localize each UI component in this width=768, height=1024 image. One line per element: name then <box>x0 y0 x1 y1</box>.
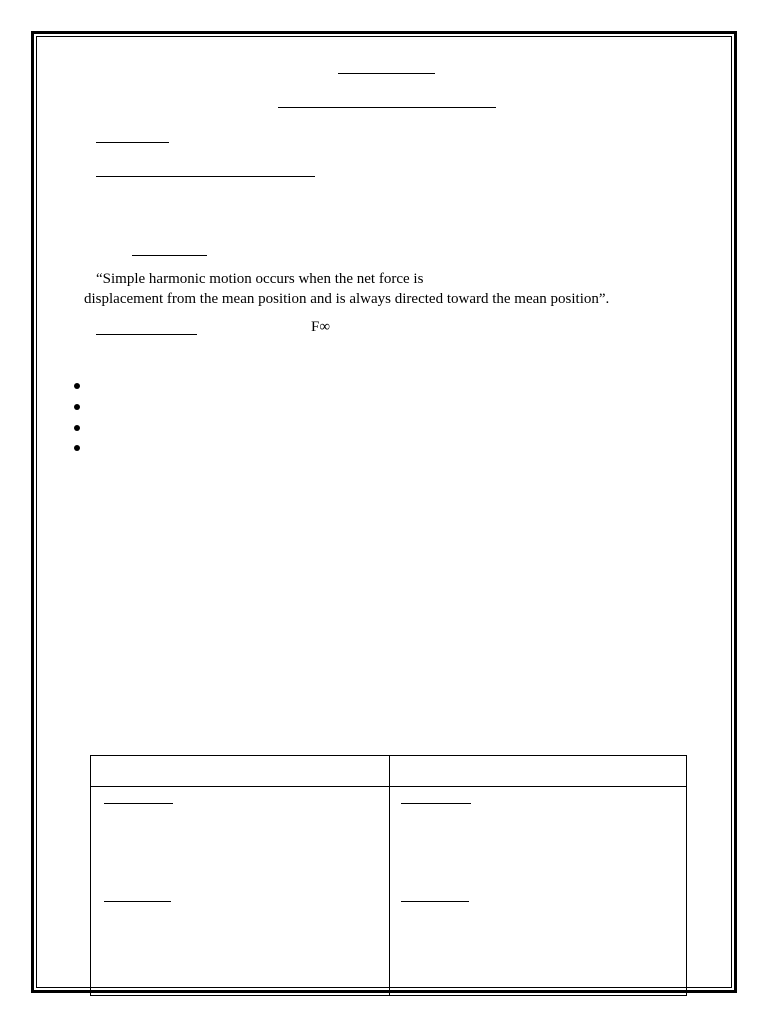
table-bottom-border <box>90 995 687 996</box>
list-item-bullet <box>74 404 80 410</box>
subtitle-underline <box>278 107 496 108</box>
list-item-bullet <box>74 445 80 451</box>
definition-line-2: displacement from the mean position and is always directed toward the mean position”. <box>84 291 610 307</box>
formula-label-underline <box>96 334 197 335</box>
title-underline <box>338 73 435 74</box>
list-item-bullet <box>74 383 80 389</box>
comparison-table <box>90 755 687 996</box>
definition-line-1: “Simple harmonic motion occurs when the net force is <box>96 271 424 287</box>
formula-text: F∞ <box>311 319 331 335</box>
section-subheading-underline <box>96 176 315 177</box>
section-heading-underline <box>96 142 169 143</box>
table-column-divider <box>389 756 390 996</box>
table-left-cell-subheading-underline <box>104 901 171 902</box>
definition-label-underline <box>132 255 207 256</box>
table-right-cell-subheading-underline <box>401 901 469 902</box>
table-left-cell-heading-underline <box>104 803 173 804</box>
list-item-bullet <box>74 425 80 431</box>
table-right-cell-heading-underline <box>401 803 471 804</box>
